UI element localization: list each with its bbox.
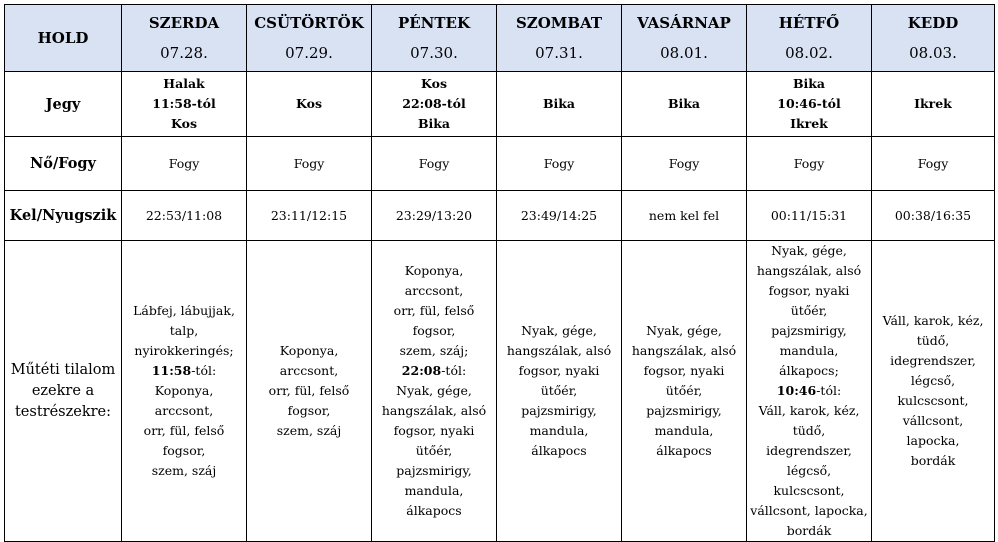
surgery-line: vállcsont, lapocka,: [750, 503, 868, 518]
surgery-line: tüdő, idegrendszer,: [890, 333, 976, 368]
sign-cell: Ikrek: [872, 72, 995, 137]
row-label-surgery: Műtéti tilalom ezekre a testrészekre:: [5, 241, 122, 542]
rise-set-cell: 23:49/14:25: [497, 191, 622, 241]
day-date: 08.03.: [909, 44, 957, 62]
surgery-line: 11:58-tól:: [151, 363, 217, 378]
row-label-rise-set: Kel/Nyugszik: [5, 191, 122, 241]
surgery-line: Nyak, gége,: [771, 243, 847, 258]
surgery-line: Lábfej, lábujjak, talp,: [133, 303, 235, 338]
day-name: SZOMBAT: [515, 14, 603, 32]
surgery-line: légcső, kulcscsont,: [773, 463, 845, 498]
row-label-sign: Jegy: [5, 72, 122, 137]
day-header: [122, 5, 247, 72]
surgery-line: szem, száj: [151, 463, 217, 478]
rise-set-cell: 22:53/11:08: [122, 191, 247, 241]
phase-cell: Fogy: [622, 137, 747, 191]
phase-cell: Fogy: [372, 137, 497, 191]
phase-cell: Fogy: [497, 137, 622, 191]
surgery-cell: [747, 241, 872, 542]
surgery-line: orr, fül, felső fogsor,: [393, 303, 475, 338]
sign-cell: Kos 22:08-tól Bika: [372, 72, 497, 137]
surgery-line: pajzsmirigy,: [646, 403, 722, 418]
surgery-line: Nyak, gége,: [396, 383, 472, 398]
surgery-line: mandula, álkapocs: [404, 483, 464, 518]
sign-cell: Bika 10:46-tól Ikrek: [747, 72, 872, 137]
day-name: HÉTFŐ: [778, 14, 840, 32]
surgery-cell: [122, 241, 247, 542]
surgery-line: légcső, kulcscsont,: [897, 373, 969, 408]
surgery-line: fogsor, nyaki ütőér,: [768, 283, 850, 318]
corner-header: HOLD: [5, 5, 122, 72]
surgery-line: orr, fül, felső fogsor,: [143, 423, 225, 458]
rise-set-cell: nem kel fel: [622, 191, 747, 241]
surgery-line: 22:08-tól:: [401, 363, 467, 378]
day-date: 08.01.: [660, 44, 708, 62]
surgery-time: 10:46: [776, 383, 817, 398]
day-date: 07.31.: [535, 44, 583, 62]
sign-cell: Bika: [622, 72, 747, 137]
day-header: [872, 5, 995, 72]
surgery-line: Nyak, gége,: [521, 323, 597, 338]
surgery-line: nyirokkeringés;: [134, 343, 234, 358]
day-header: [247, 5, 372, 72]
surgery-line: mandula, álkapocs;: [779, 343, 839, 378]
rise-set-cell: 00:38/16:35: [872, 191, 995, 241]
surgery-line: mandula, álkapocs: [529, 423, 589, 458]
surgery-line: fogsor, nyaki ütőér,: [518, 363, 600, 398]
rise-set-cell: 23:11/12:15: [247, 191, 372, 241]
day-name: KEDD: [907, 14, 959, 32]
surgery-cell: [247, 241, 372, 542]
day-date: 07.28.: [160, 44, 208, 62]
surgery-line: bordák: [786, 523, 832, 538]
day-date: 07.29.: [285, 44, 333, 62]
surgery-line: fogsor, nyaki ütőér,: [393, 423, 475, 458]
day-name: CSÜTÖRTÖK: [254, 14, 364, 32]
surgery-line: hangszálak, alsó: [756, 263, 862, 278]
sign-cell: Bika: [497, 72, 622, 137]
surgery-line: pajzsmirigy,: [771, 323, 847, 338]
surgery-line: Váll, karok, kéz,: [882, 313, 984, 328]
rise-set-row: [5, 191, 995, 241]
surgery-line: vállcsont, lapocka,: [902, 413, 964, 448]
surgery-line: fogsor, nyaki ütőér,: [643, 363, 725, 398]
phase-cell: Fogy: [247, 137, 372, 191]
surgery-line: orr, fül, felső fogsor,: [268, 383, 350, 418]
phase-cell: Fogy: [747, 137, 872, 191]
day-header: [622, 5, 747, 72]
surgery-cell: [497, 241, 622, 542]
surgery-line: pajzsmirigy,: [521, 403, 597, 418]
rise-set-cell: 23:29/13:20: [372, 191, 497, 241]
surgery-line: szem, száj: [276, 423, 342, 438]
sign-cell: Kos: [247, 72, 372, 137]
surgery-row: [5, 241, 995, 542]
surgery-cell: [872, 241, 995, 542]
phase-cell: Fogy: [872, 137, 995, 191]
moon-calendar-table: [4, 4, 995, 542]
day-name: VASÁRNAP: [637, 14, 731, 32]
sign-cell: Halak 11:58-tól Kos: [122, 72, 247, 137]
day-name: PÉNTEK: [397, 14, 471, 32]
surgery-line: hangszálak, alsó: [381, 403, 487, 418]
surgery-line: Koponya, arccsont,: [404, 263, 464, 298]
header-row: [5, 5, 995, 72]
surgery-line: Váll, karok, kéz,: [758, 403, 860, 418]
phase-row: [5, 137, 995, 191]
surgery-line: 10:46-tól:: [776, 383, 842, 398]
surgery-line: Nyak, gége,: [646, 323, 722, 338]
surgery-line: mandula, álkapocs: [654, 423, 714, 458]
surgery-line: Koponya, arccsont,: [279, 343, 339, 378]
phase-cell: Fogy: [122, 137, 247, 191]
surgery-time: 11:58: [151, 363, 192, 378]
day-date: 07.30.: [410, 44, 458, 62]
sign-row: [5, 72, 995, 137]
surgery-cell: [372, 241, 497, 542]
day-name: SZERDA: [148, 14, 220, 32]
rise-set-cell: 00:11/15:31: [747, 191, 872, 241]
surgery-line: tüdő, idegrendszer,: [766, 423, 852, 458]
surgery-line: szem, száj;: [399, 343, 469, 358]
day-header: [747, 5, 872, 72]
surgery-line: Koponya, arccsont,: [154, 383, 214, 418]
surgery-time: 22:08: [401, 363, 442, 378]
day-date: 08.02.: [785, 44, 833, 62]
surgery-line: bordák: [910, 453, 956, 468]
surgery-line: pajzsmirigy,: [396, 463, 472, 478]
surgery-line: hangszálak, alsó: [506, 343, 612, 358]
surgery-cell: [622, 241, 747, 542]
day-header: [372, 5, 497, 72]
surgery-line: hangszálak, alsó: [631, 343, 737, 358]
day-header: [497, 5, 622, 72]
row-label-phase: Nő/Fogy: [5, 137, 122, 191]
